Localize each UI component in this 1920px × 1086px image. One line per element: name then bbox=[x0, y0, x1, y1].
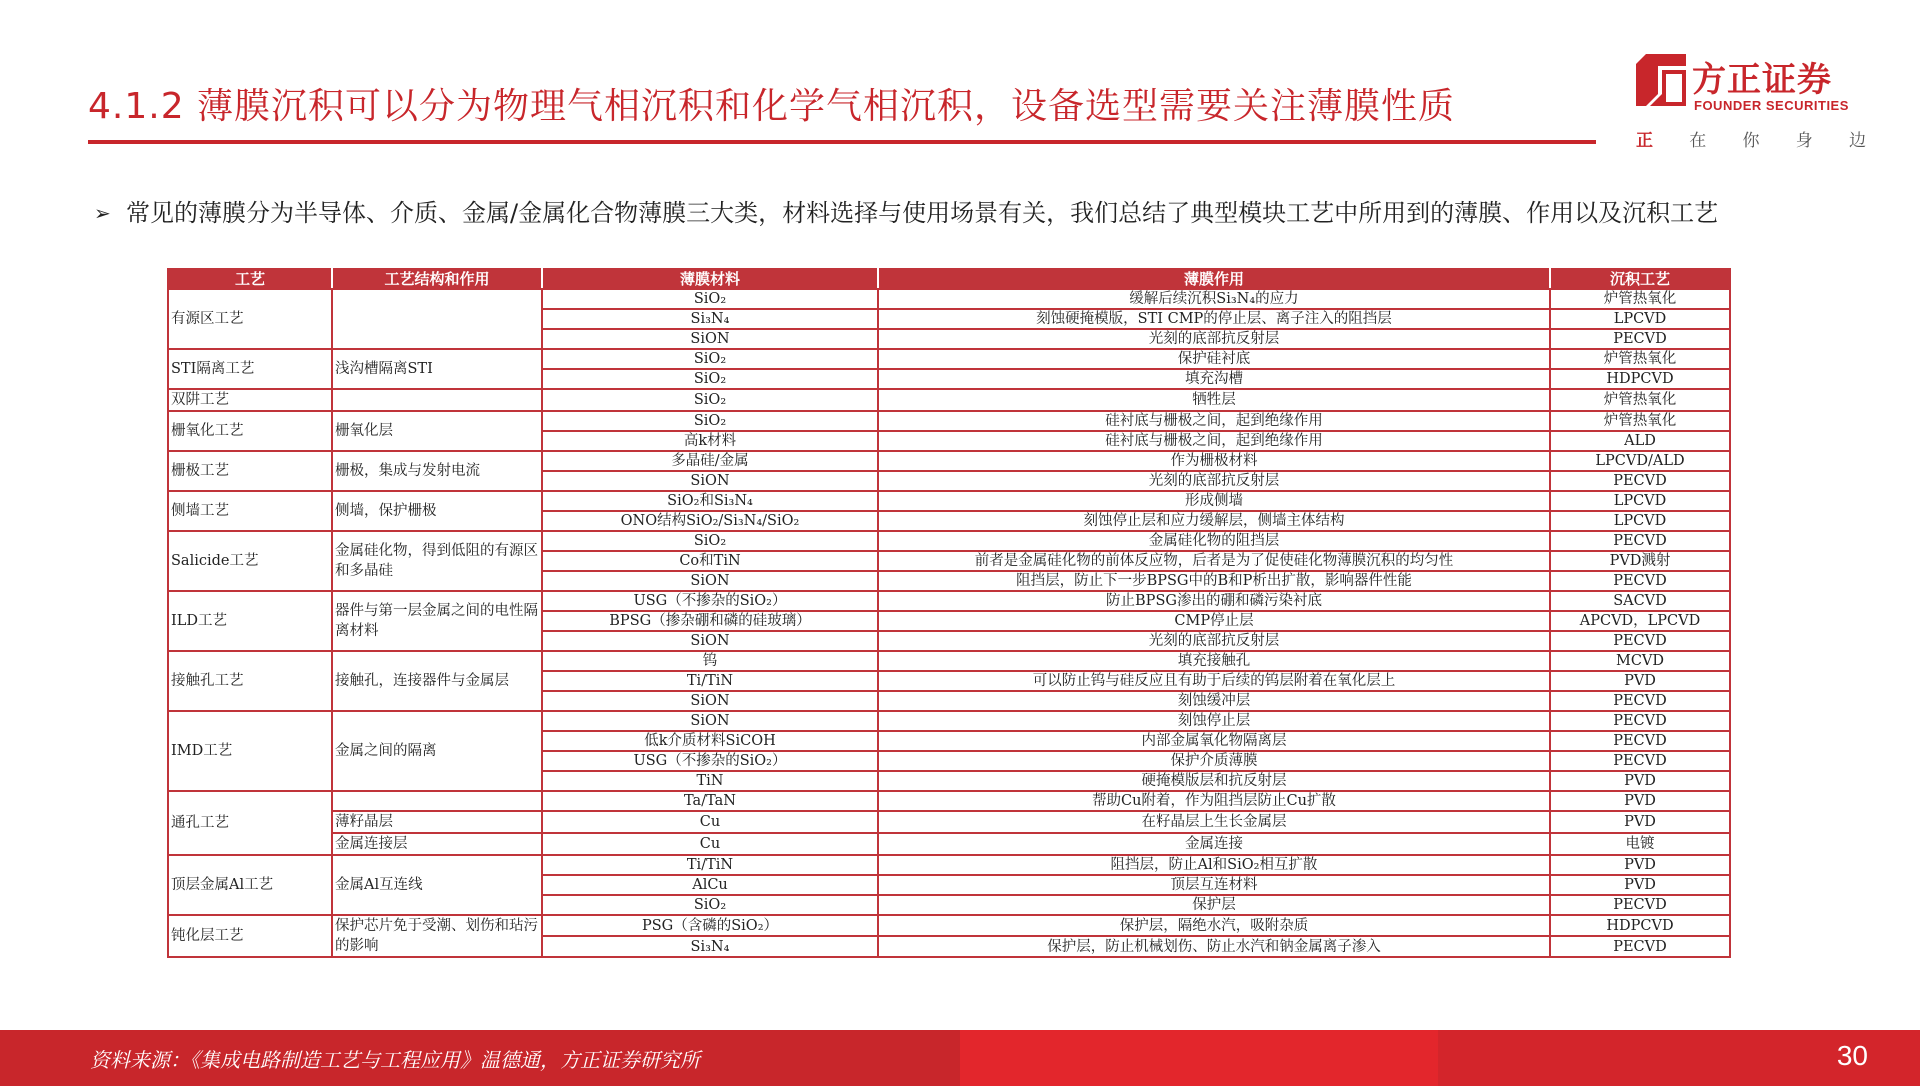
film-cell: SiON bbox=[542, 471, 878, 491]
film-cell: USG（不掺杂的SiO₂） bbox=[542, 591, 878, 611]
table-row bbox=[168, 811, 1730, 833]
role-cell: 刻蚀硬掩模版，STI CMP的停止层、离子注入的阻挡层 bbox=[878, 309, 1550, 329]
role-cell: 保护硅衬底 bbox=[878, 349, 1550, 369]
deposition-cell: PECVD bbox=[1550, 631, 1730, 651]
deposition-cell: HDPCVD bbox=[1550, 915, 1730, 936]
deposition-cell: ALD bbox=[1550, 431, 1730, 451]
process-cell: 顶层金属Al工艺 bbox=[168, 855, 332, 915]
slogan-char: 身 bbox=[1795, 131, 1813, 151]
role-cell: 阻挡层，防止下一步BPSG中的B和P析出扩散，影响器件性能 bbox=[878, 571, 1550, 591]
film-cell: SiO₂ bbox=[542, 369, 878, 389]
deposition-cell: PECVD bbox=[1550, 936, 1730, 957]
summary-bullet bbox=[96, 196, 1826, 230]
table-row bbox=[168, 833, 1730, 855]
deposition-cell: PVD bbox=[1550, 855, 1730, 875]
process-cell: Salicide工艺 bbox=[168, 531, 332, 591]
film-cell: 钨 bbox=[542, 651, 878, 671]
film-cell: Co和TiN bbox=[542, 551, 878, 571]
deposition-cell: HDPCVD bbox=[1550, 369, 1730, 389]
table-body bbox=[168, 289, 1730, 957]
logo-slogan bbox=[1636, 126, 1866, 151]
role-cell: 刻蚀缓冲层 bbox=[878, 691, 1550, 711]
table-row bbox=[168, 349, 1730, 369]
role-cell: 刻蚀停止层 bbox=[878, 711, 1550, 731]
process-cell: ILD工艺 bbox=[168, 591, 332, 651]
deposition-cell: PVD bbox=[1550, 875, 1730, 895]
film-cell: SiO₂ bbox=[542, 289, 878, 309]
col-header-role: 薄膜作用 bbox=[878, 269, 1550, 289]
film-cell: Ti/TiN bbox=[542, 671, 878, 691]
table-row bbox=[168, 915, 1730, 936]
company-logo bbox=[1636, 54, 1876, 154]
table-row bbox=[168, 531, 1730, 551]
film-cell: SiO₂ bbox=[542, 531, 878, 551]
role-cell: 填充沟槽 bbox=[878, 369, 1550, 389]
table-row bbox=[168, 791, 1730, 811]
table-row bbox=[168, 411, 1730, 431]
structure-cell bbox=[332, 289, 542, 349]
role-cell: 保护介质薄膜 bbox=[878, 751, 1550, 771]
col-header-deposition: 沉积工艺 bbox=[1550, 269, 1730, 289]
role-cell: 牺牲层 bbox=[878, 389, 1550, 411]
slogan-char: 正 bbox=[1636, 131, 1653, 151]
structure-cell: 侧墙，保护栅极 bbox=[332, 491, 542, 531]
structure-cell: 薄籽晶层 bbox=[332, 811, 542, 833]
role-cell: 缓解后续沉积Si₃N₄的应力 bbox=[878, 289, 1550, 309]
deposition-cell: LPCVD bbox=[1550, 309, 1730, 329]
deposition-cell: PECVD bbox=[1550, 751, 1730, 771]
deposition-cell: PECVD bbox=[1550, 531, 1730, 551]
process-cell: 栅氧化工艺 bbox=[168, 411, 332, 451]
role-cell: 保护层 bbox=[878, 895, 1550, 915]
slogan-char: 在 bbox=[1689, 131, 1707, 151]
deposition-cell: PVD溅射 bbox=[1550, 551, 1730, 571]
process-cell: 通孔工艺 bbox=[168, 791, 332, 855]
logo-name-cn: 方正证券 bbox=[1692, 60, 1832, 100]
structure-cell: 浅沟槽隔离STI bbox=[332, 349, 542, 389]
role-cell: 前者是金属硅化物的前体反应物，后者是为了促使硅化物薄膜沉积的均匀性 bbox=[878, 551, 1550, 571]
film-cell: 多晶硅/金属 bbox=[542, 451, 878, 471]
deposition-cell: PECVD bbox=[1550, 731, 1730, 751]
col-header-process: 工艺 bbox=[168, 269, 332, 289]
deposition-cell: 炉管热氧化 bbox=[1550, 389, 1730, 411]
role-cell: 保护层，防止机械划伤、防止水汽和钠金属离子渗入 bbox=[878, 936, 1550, 957]
film-cell: SiO₂和Si₃N₄ bbox=[542, 491, 878, 511]
process-cell: 接触孔工艺 bbox=[168, 651, 332, 711]
deposition-cell: PECVD bbox=[1550, 571, 1730, 591]
role-cell: 可以防止钨与硅反应且有助于后续的钨层附着在氧化层上 bbox=[878, 671, 1550, 691]
film-cell: BPSG（掺杂硼和磷的硅玻璃） bbox=[542, 611, 878, 631]
role-cell: 在籽晶层上生长金属层 bbox=[878, 811, 1550, 833]
deposition-cell: LPCVD bbox=[1550, 491, 1730, 511]
deposition-cell: SACVD bbox=[1550, 591, 1730, 611]
deposition-cell: PECVD bbox=[1550, 895, 1730, 915]
film-cell: Cu bbox=[542, 811, 878, 833]
film-cell: ONO结构SiO₂/Si₃N₄/SiO₂ bbox=[542, 511, 878, 531]
deposition-cell: PVD bbox=[1550, 771, 1730, 791]
table-row bbox=[168, 711, 1730, 731]
role-cell: 阻挡层，防止Al和SiO₂相互扩散 bbox=[878, 855, 1550, 875]
role-cell: 硅衬底与栅极之间，起到绝缘作用 bbox=[878, 431, 1550, 451]
table-row bbox=[168, 491, 1730, 511]
film-cell: SiON bbox=[542, 571, 878, 591]
structure-cell: 金属Al互连线 bbox=[332, 855, 542, 915]
role-cell: 光刻的底部抗反射层 bbox=[878, 471, 1550, 491]
table-row bbox=[168, 651, 1730, 671]
deposition-cell: APCVD，LPCVD bbox=[1550, 611, 1730, 631]
deposition-cell: 炉管热氧化 bbox=[1550, 411, 1730, 431]
role-cell: 作为栅极材料 bbox=[878, 451, 1550, 471]
deposition-cell: 电镀 bbox=[1550, 833, 1730, 855]
process-cell: 双阱工艺 bbox=[168, 389, 332, 411]
structure-cell: 保护芯片免于受潮、划伤和玷污的影响 bbox=[332, 915, 542, 957]
arrow-bullet-icon: ➢ bbox=[94, 201, 111, 225]
structure-cell: 金属之间的隔离 bbox=[332, 711, 542, 791]
slogan-char: 边 bbox=[1849, 131, 1866, 151]
film-cell: Cu bbox=[542, 833, 878, 855]
deposition-cell: PVD bbox=[1550, 791, 1730, 811]
deposition-cell: PECVD bbox=[1550, 691, 1730, 711]
film-cell: Si₃N₄ bbox=[542, 309, 878, 329]
film-cell: Ti/TiN bbox=[542, 855, 878, 875]
role-cell: 硬掩模版层和抗反射层 bbox=[878, 771, 1550, 791]
deposition-cell: LPCVD/ALD bbox=[1550, 451, 1730, 471]
film-cell: SiON bbox=[542, 711, 878, 731]
role-cell: 金属连接 bbox=[878, 833, 1550, 855]
table-row bbox=[168, 289, 1730, 309]
process-cell: 栅极工艺 bbox=[168, 451, 332, 491]
film-cell: Si₃N₄ bbox=[542, 936, 878, 957]
table-row bbox=[168, 389, 1730, 411]
film-cell: SiON bbox=[542, 691, 878, 711]
footer-bar-middle bbox=[960, 1030, 1438, 1086]
role-cell: 防止BPSG渗出的硼和磷污染衬底 bbox=[878, 591, 1550, 611]
page-number: 30 bbox=[1836, 1040, 1868, 1071]
role-cell: 光刻的底部抗反射层 bbox=[878, 329, 1550, 349]
film-cell: PSG（含磷的SiO₂） bbox=[542, 915, 878, 936]
deposition-cell: MCVD bbox=[1550, 651, 1730, 671]
process-cell: STI隔离工艺 bbox=[168, 349, 332, 389]
deposition-cell: PECVD bbox=[1550, 471, 1730, 491]
table-row bbox=[168, 591, 1730, 611]
film-cell: SiON bbox=[542, 631, 878, 651]
col-header-film: 薄膜材料 bbox=[542, 269, 878, 289]
structure-cell: 接触孔，连接器件与金属层 bbox=[332, 651, 542, 711]
table-row bbox=[168, 451, 1730, 471]
structure-cell: 金属连接层 bbox=[332, 833, 542, 855]
role-cell: CMP停止层 bbox=[878, 611, 1550, 631]
source-note: 资料来源：《集成电路制造工艺与工程应用》温德通，方正证券研究所 bbox=[90, 1048, 700, 1072]
film-cell: TiN bbox=[542, 771, 878, 791]
film-cell: SiON bbox=[542, 329, 878, 349]
process-cell: 有源区工艺 bbox=[168, 289, 332, 349]
film-cell: Ta/TaN bbox=[542, 791, 878, 811]
structure-cell bbox=[332, 389, 542, 411]
film-cell: AlCu bbox=[542, 875, 878, 895]
table-row bbox=[168, 855, 1730, 875]
page-title: 4.1.2 薄膜沉积可以分为物理气相沉积和化学气相沉积，设备选型需要关注薄膜性质 bbox=[88, 86, 1456, 127]
col-header-structure: 工艺结构和作用 bbox=[332, 269, 542, 289]
role-cell: 内部金属氧化物隔离层 bbox=[878, 731, 1550, 751]
structure-cell bbox=[332, 791, 542, 811]
structure-cell: 栅氧化层 bbox=[332, 411, 542, 451]
role-cell: 硅衬底与栅极之间，起到绝缘作用 bbox=[878, 411, 1550, 431]
film-cell: SiO₂ bbox=[542, 349, 878, 369]
slogan-char: 你 bbox=[1742, 131, 1760, 151]
thin-film-table bbox=[167, 268, 1731, 958]
role-cell: 填充接触孔 bbox=[878, 651, 1550, 671]
deposition-cell: PVD bbox=[1550, 811, 1730, 833]
role-cell: 顶层互连材料 bbox=[878, 875, 1550, 895]
founder-logo-icon bbox=[1636, 54, 1686, 106]
deposition-cell: 炉管热氧化 bbox=[1550, 349, 1730, 369]
role-cell: 金属硅化物的阻挡层 bbox=[878, 531, 1550, 551]
film-cell: SiO₂ bbox=[542, 895, 878, 915]
deposition-cell: PECVD bbox=[1550, 329, 1730, 349]
process-cell: 钝化层工艺 bbox=[168, 915, 332, 957]
structure-cell: 器件与第一层金属之间的电性隔离材料 bbox=[332, 591, 542, 651]
structure-cell: 栅极，集成与发射电流 bbox=[332, 451, 542, 491]
role-cell: 保护层，隔绝水汽，吸附杂质 bbox=[878, 915, 1550, 936]
deposition-cell: PECVD bbox=[1550, 711, 1730, 731]
film-cell: SiO₂ bbox=[542, 389, 878, 411]
summary-text: 常见的薄膜分为半导体、介质、金属/金属化合物薄膜三大类，材料选择与使用场景有关，我们总结了典型模块工艺中所用到的薄膜、作用以及沉积工艺 bbox=[126, 199, 1719, 227]
role-cell: 光刻的底部抗反射层 bbox=[878, 631, 1550, 651]
deposition-cell: LPCVD bbox=[1550, 511, 1730, 531]
logo-name-en: FOUNDER SECURITIES bbox=[1694, 98, 1849, 113]
film-cell: 低k介质材料SiCOH bbox=[542, 731, 878, 751]
title-divider bbox=[88, 140, 1596, 144]
film-cell: 高k材料 bbox=[542, 431, 878, 451]
process-cell: 侧墙工艺 bbox=[168, 491, 332, 531]
role-cell: 帮助Cu附着，作为阻挡层防止Cu扩散 bbox=[878, 791, 1550, 811]
deposition-cell: 炉管热氧化 bbox=[1550, 289, 1730, 309]
role-cell: 刻蚀停止层和应力缓解层，侧墙主体结构 bbox=[878, 511, 1550, 531]
process-cell: IMD工艺 bbox=[168, 711, 332, 791]
film-cell: SiO₂ bbox=[542, 411, 878, 431]
table-header-row bbox=[168, 269, 1730, 289]
film-cell: USG（不掺杂的SiO₂） bbox=[542, 751, 878, 771]
deposition-cell: PVD bbox=[1550, 671, 1730, 691]
role-cell: 形成侧墙 bbox=[878, 491, 1550, 511]
structure-cell: 金属硅化物，得到低阻的有源区和多晶硅 bbox=[332, 531, 542, 591]
